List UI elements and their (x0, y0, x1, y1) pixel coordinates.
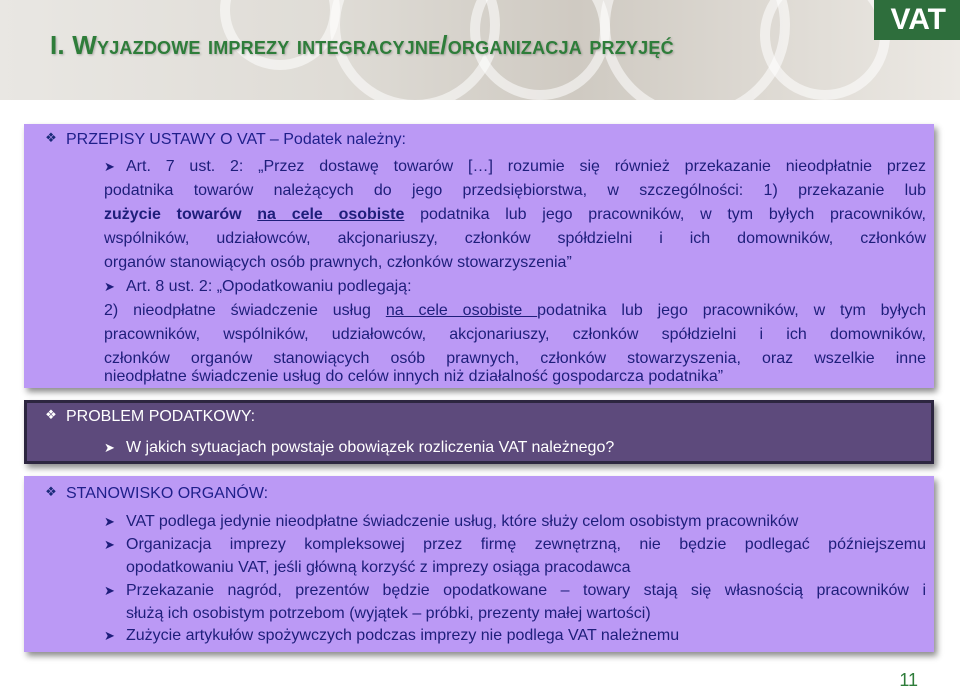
paragraph-line: wspólników, udziałowców, akcjonariuszy, członków spółdzielni i ich domowników, członków (104, 230, 926, 247)
paragraph-line: Art. 7 ust. 2: „Przez dostawę towarów […] rozumie się również przekazanie nieodpłatnie przez (126, 158, 926, 175)
ornament-decoration (760, 0, 890, 100)
slide-title: I. Wyjazdowe imprezy integracyjne/organizacja przyjęć (50, 30, 674, 60)
paragraph-line: pracowników, wspólników, udziałowców, akcjonariuszy, członków spółdzielni i ich domowników, (104, 326, 926, 343)
diamond-star-icon: ❖ (45, 407, 57, 422)
list-item: Organizacja imprezy kompleksowej przez firmę zewnętrzną, nie będzie podlegać późniejszemu (126, 536, 926, 553)
arrow-right-icon: ➤ (104, 537, 115, 552)
list-item: VAT podlega jedynie nieodpłatne świadczenie usług, które służy celom osobistym pracowników (126, 513, 799, 530)
section-statute-box (24, 124, 934, 388)
text-run: podatnika lub jego pracowników, w tym byłych pracowników, (404, 206, 926, 223)
section-position-box (24, 476, 934, 652)
diamond-star-icon: ❖ (45, 130, 57, 145)
section-heading: STANOWISKO ORGANÓW: (66, 485, 269, 502)
list-item: Zużycie artykułów spożywczych podczas imprezy nie podlega VAT należnemu (126, 627, 680, 644)
section-heading: PROBLEM PODATKOWY: (66, 408, 256, 425)
text-run: podatnika lub jego pracowników, w tym byłych (537, 302, 927, 319)
paragraph-line (104, 299, 926, 323)
arrow-right-icon: ➤ (104, 628, 115, 643)
arrow-right-icon: ➤ (104, 583, 115, 598)
emphasis-text: na cele osobiste (385, 302, 538, 319)
bold-text: zużycie towarów (104, 206, 258, 223)
paragraph-line: organów stanowiących osób prawnych, członków stowarzyszenia” (104, 254, 572, 271)
paragraph-line: członków organów stanowiących osób prawnych, członków stowarzyszenia, oraz wszelkie inne (104, 350, 926, 367)
list-item: Przekazanie nagród, prezentów będzie opodatkowane – towary stają się własnością pracowników i (126, 582, 926, 599)
paragraph-line: Art. 8 ust. 2: „Opodatkowaniu podlegają: (126, 278, 412, 295)
text-run: 2) nieodpłatne świadczenie usług (104, 302, 386, 319)
header-banner (0, 0, 960, 100)
page-number: 11 (899, 670, 918, 690)
diamond-star-icon: ❖ (45, 484, 57, 499)
arrow-right-icon: ➤ (104, 159, 115, 174)
paragraph-line: nieodpłatne świadczenie usług do celów innych niż działalność gospodarcza podatnika” (104, 368, 724, 385)
arrow-right-icon: ➤ (104, 279, 115, 294)
section-heading: PRZEPISY USTAWY O VAT – Podatek należny: (66, 131, 406, 148)
corner-label: VAT (890, 3, 946, 36)
emphasis-text: na cele osobiste (257, 206, 405, 223)
list-item-continuation: opodatkowaniu VAT, jeśli główną korzyść z imprezy osiąga pracodawca (126, 559, 631, 576)
paragraph-line (104, 203, 926, 227)
question-text: W jakich sytuacjach powstaje obowiązek rozliczenia VAT należnego? (126, 439, 615, 456)
arrow-right-icon: ➤ (104, 514, 115, 529)
arrow-right-icon: ➤ (104, 440, 115, 455)
paragraph-line: podatnika towarów należących do jego przedsiębiorstwa, w szczególności: 1) przekazanie lub (104, 182, 926, 199)
list-item-continuation: służą ich osobistym potrzebom (wyjątek – próbki, prezenty małej wartości) (126, 605, 651, 622)
section-problem-box (24, 400, 934, 464)
